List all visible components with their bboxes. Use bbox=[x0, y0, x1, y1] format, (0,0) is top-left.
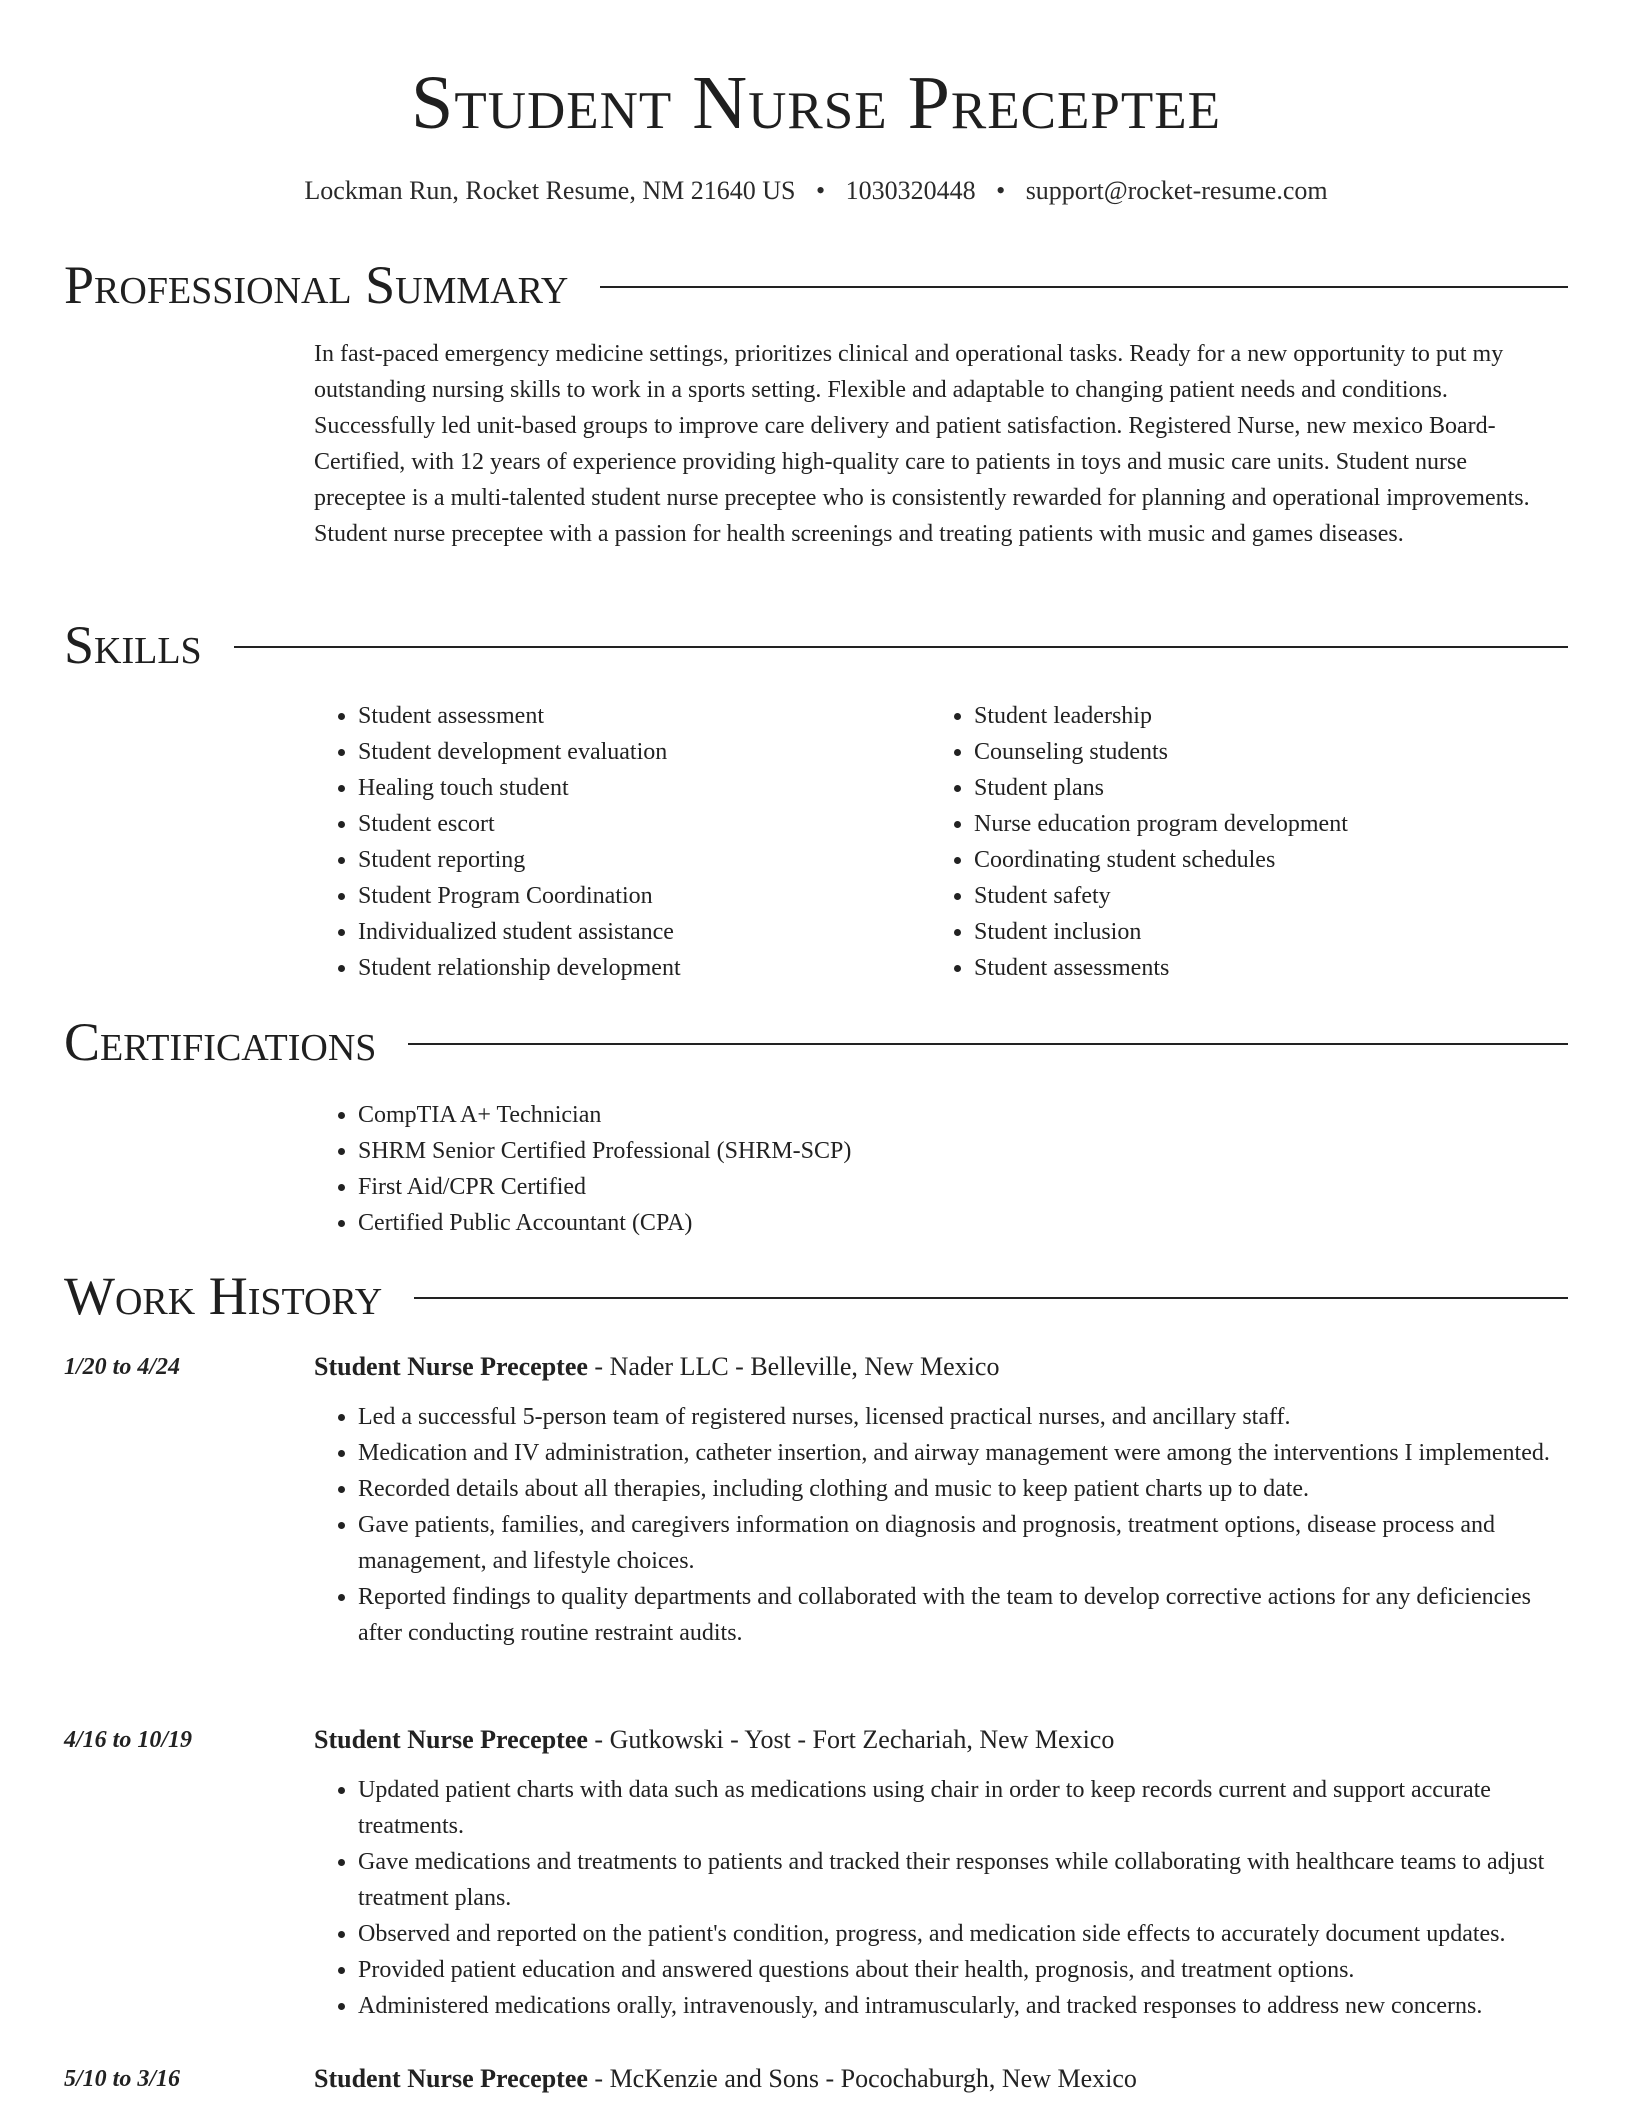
contact-separator: • bbox=[996, 176, 1006, 205]
duty-item: • Gave medications and treatments to patients and tracked their responses while collaborating with healthcare teams to adjust treatment plans. bbox=[358, 1844, 1554, 1916]
job-employer-location: - Nader LLC - Belleville, New Mexico bbox=[587, 1352, 1000, 1381]
certification-item: • SHRM Senior Certified Professional (SHRM-SCP) bbox=[358, 1133, 1554, 1169]
job-heading bbox=[314, 1349, 999, 1385]
duties-list bbox=[314, 1399, 1554, 1651]
skill-item: • Student plans bbox=[974, 770, 1510, 806]
certification-item: • Certified Public Accountant (CPA) bbox=[358, 1205, 1554, 1241]
duty-item: • Provided patient education and answered questions about their health, prognosis, and treatment options. bbox=[358, 1952, 1554, 1988]
skill-item: • Student assessment bbox=[358, 698, 894, 734]
candidate-name: Student Nurse Preceptee bbox=[411, 61, 1221, 145]
work-history-section-header bbox=[64, 1264, 1568, 1328]
skill-item: • Student reporting bbox=[358, 842, 894, 878]
job-dates: 5/10 to 3/16 bbox=[64, 2066, 181, 2092]
contact-separator: • bbox=[815, 176, 826, 205]
job-employer-location: - Gutkowski - Yost - Fort Zechariah, New Mexico bbox=[587, 1725, 1115, 1754]
section-title-certifications: Certifications bbox=[64, 1012, 377, 1072]
skill-item: • Student inclusion bbox=[974, 914, 1510, 950]
skill-item: • Student relationship development bbox=[358, 950, 894, 986]
certification-item: • First Aid/CPR Certified bbox=[358, 1169, 1554, 1205]
duty-item: • Administered medications orally, intravenously, and intramuscularly, and tracked responses to address new concerns. bbox=[358, 1988, 1554, 2024]
certifications-block bbox=[314, 1097, 1554, 1241]
skill-item: • Student assessments bbox=[974, 950, 1510, 986]
summary-section-header bbox=[64, 253, 1568, 317]
certifications-list bbox=[314, 1097, 1554, 1241]
job-title: Student Nurse Preceptee bbox=[314, 1352, 588, 1381]
job-duties bbox=[314, 1772, 1554, 2024]
section-divider bbox=[414, 1297, 1568, 1299]
contact-email: support@rocket-resume.com bbox=[1025, 176, 1328, 205]
job-dates: 1/20 to 4/24 bbox=[64, 1354, 181, 1380]
job-title: Student Nurse Preceptee bbox=[314, 2064, 588, 2093]
duty-item: • Reported findings to quality departments and collaborated with the team to develop corrective actions for any deficiencies after conducting routine restraint audits. bbox=[358, 1579, 1554, 1651]
duties-list bbox=[314, 1772, 1554, 2024]
section-divider bbox=[234, 646, 1568, 648]
duty-item: • Medication and IV administration, catheter insertion, and airway management were among the interventions I implemented. bbox=[358, 1435, 1554, 1471]
skills-list bbox=[930, 698, 1510, 986]
skills-section-header bbox=[64, 613, 1568, 677]
skill-item: • Nurse education program development bbox=[974, 806, 1510, 842]
skill-item: • Student safety bbox=[974, 878, 1510, 914]
section-title-summary: Professional Summary bbox=[64, 255, 569, 315]
contact-address: Lockman Run, Rocket Resume, NM 21640 US bbox=[304, 176, 796, 205]
skills-column-left bbox=[314, 698, 894, 986]
skill-item: • Student development evaluation bbox=[358, 734, 894, 770]
contact-line bbox=[0, 174, 1632, 208]
job-title: Student Nurse Preceptee bbox=[314, 1725, 588, 1754]
duty-item: • Recorded details about all therapies, including clothing and music to keep patient charts up to date. bbox=[358, 1471, 1554, 1507]
job-dates: 4/16 to 10/19 bbox=[64, 1727, 193, 1753]
skills-list bbox=[314, 698, 894, 986]
section-title-skills: Skills bbox=[64, 615, 202, 675]
skill-item: • Coordinating student schedules bbox=[974, 842, 1510, 878]
duty-item: • Observed and reported on the patient's condition, progress, and medication side effects to accurately document updates. bbox=[358, 1916, 1554, 1952]
job-heading bbox=[314, 2061, 1137, 2097]
skill-item: • Student leadership bbox=[974, 698, 1510, 734]
skill-item: • Student Program Coordination bbox=[358, 878, 894, 914]
section-divider bbox=[408, 1043, 1568, 1045]
skill-item: • Counseling students bbox=[974, 734, 1510, 770]
certifications-section-header bbox=[64, 1010, 1568, 1074]
duty-item: • Led a successful 5-person team of registered nurses, licensed practical nurses, and ancillary staff. bbox=[358, 1399, 1554, 1435]
section-divider bbox=[600, 286, 1568, 288]
job-duties bbox=[314, 1399, 1554, 1651]
duty-item: • Gave patients, families, and caregivers information on diagnosis and prognosis, treatment options, disease process and management, and lifestyle choices. bbox=[358, 1507, 1554, 1579]
contact-phone: 1030320448 bbox=[845, 176, 976, 205]
skill-item: • Student escort bbox=[358, 806, 894, 842]
job-heading bbox=[314, 1722, 1114, 1758]
duty-item: • Updated patient charts with data such as medications using chair in order to keep records current and support accurate treatments. bbox=[358, 1772, 1554, 1844]
skill-item: • Healing touch student bbox=[358, 770, 894, 806]
job-employer-location: - McKenzie and Sons - Pocochaburgh, New Mexico bbox=[587, 2064, 1137, 2093]
summary-text: In fast-paced emergency medicine settings, prioritizes clinical and operational tasks. Ready for a new opportunity to put my outstanding nursing skills to work in a sports setting. Flexible and adaptable to changing patient needs and conditions. Successfully led unit-based groups to improve care delivery and patient satisfaction. Registered Nurse, new mexico Board-Certified, with 12 years of experience providing high-quality care to patients in toys and music care units. Student nurse preceptee is a multi-talented student nurse preceptee who is consistently rewarded for planning and operational improvements. Student nurse preceptee with a passion for health screenings and treating patients with music and games diseases. bbox=[314, 341, 1530, 547]
skills-column-right bbox=[930, 698, 1510, 986]
skill-item: • Individualized student assistance bbox=[358, 914, 894, 950]
section-title-work-history: Work History bbox=[64, 1266, 383, 1326]
certification-item: • CompTIA A+ Technician bbox=[358, 1097, 1554, 1133]
